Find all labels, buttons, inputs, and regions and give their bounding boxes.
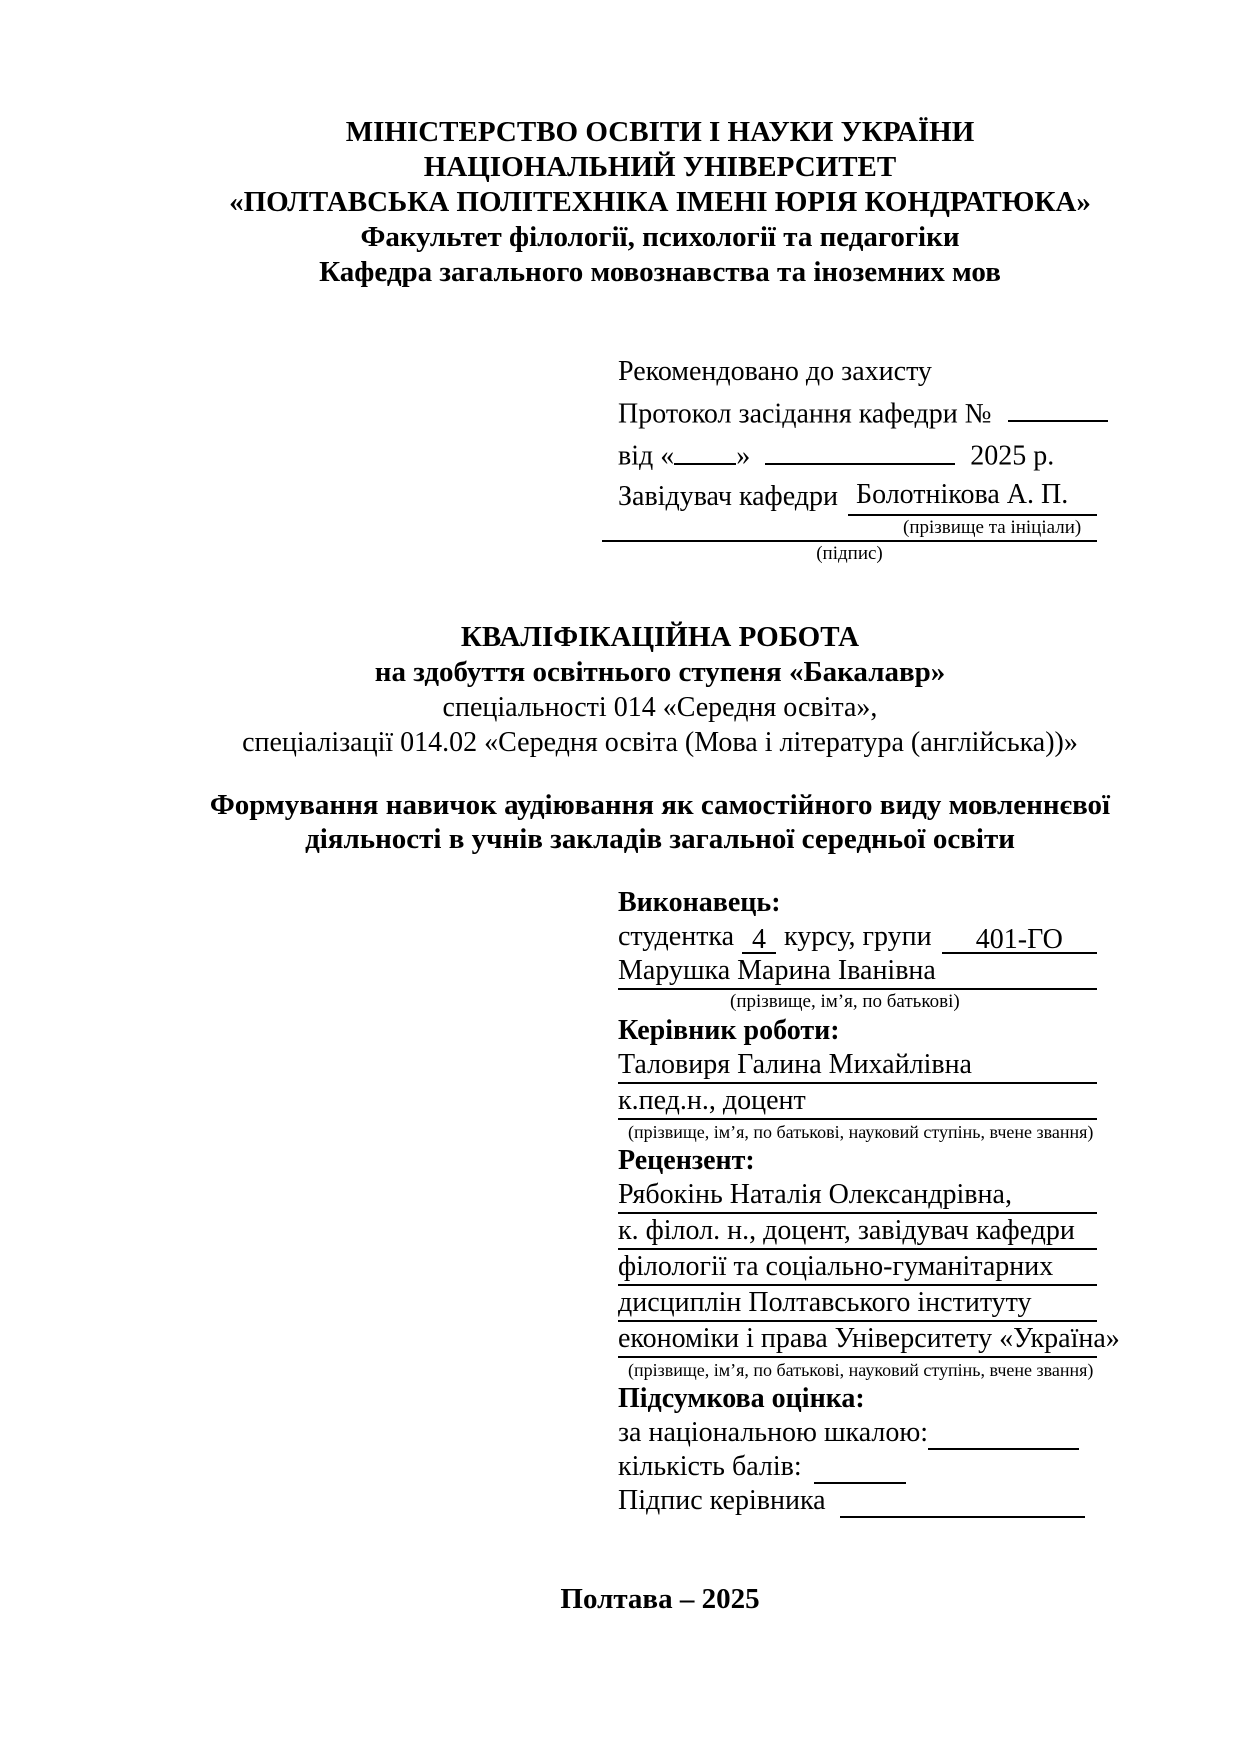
head-name: Болотнікова А. П. xyxy=(848,476,1097,516)
student-mid: курсу, групи xyxy=(784,921,932,952)
footer xyxy=(165,1582,1155,1616)
reviewer-line-5: економіки і права Університету «Україна» xyxy=(618,1322,1097,1358)
supervisor-label: Керівник роботи: xyxy=(618,1015,840,1046)
student-name-caption: (прізвище, ім’я, по батькові) xyxy=(730,991,960,1012)
head-label: Завідувач кафедри xyxy=(618,480,838,512)
date-year: 2025 р. xyxy=(970,440,1055,472)
supervisor-degree-line: к.пед.н., доцент xyxy=(618,1084,1097,1120)
date-prefix: від « xyxy=(618,440,675,472)
reviewer-line-1: Рябокінь Наталія Олександрівна, xyxy=(618,1178,1097,1214)
protocol-label: Протокол засідання кафедри № xyxy=(618,398,992,430)
grade-national-label: за національною шкалою: xyxy=(618,1417,929,1448)
ministry-line: МІНІСТЕРСТВО ОСВІТИ І НАУКИ УКРАЇНИ xyxy=(345,116,975,148)
reviewer-caption: (прізвище, ім’я, по батькові, науковий ступінь, вчене звання) xyxy=(628,1360,1094,1380)
date-line xyxy=(618,433,1097,475)
university-line: НАЦІОНАЛЬНИЙ УНІВЕРСИТЕТ xyxy=(423,151,897,183)
reviewer-label: Рецензент: xyxy=(618,1145,755,1176)
head-of-department-line xyxy=(618,476,1097,516)
grade-national-blank xyxy=(928,1419,1079,1450)
protocol-line xyxy=(618,391,1097,433)
department-line: Кафедра загального мовознавства та іноземних мов xyxy=(319,256,1001,288)
student-course-blank: 4 xyxy=(742,923,776,954)
reviewer-line-2: к. філол. н., доцент, завідувач кафедри xyxy=(618,1214,1097,1250)
degree-block xyxy=(165,620,1155,760)
qualification-work-title: КВАЛІФІКАЦІЙНА РОБОТА xyxy=(460,621,860,653)
executor-label: Виконавець: xyxy=(618,887,781,918)
supervisor-name-line: Таловиря Галина Михайлівна xyxy=(618,1048,1097,1084)
people-block xyxy=(618,886,1120,1518)
recommended-line: Рекомендовано до захисту xyxy=(618,356,932,387)
grade-points-line xyxy=(618,1450,1097,1484)
student-prefix: студентка xyxy=(618,921,735,952)
student-name-line: Марушка Марина Іванівна xyxy=(618,954,1097,990)
specialty-line: спеціальності 014 «Середня освіта», xyxy=(442,692,878,723)
date-day-blank xyxy=(674,433,736,464)
specialization-line: спеціалізації 014.02 «Середня освіта (Мова і література (англійська))» xyxy=(242,727,1078,758)
university-header xyxy=(165,115,1155,290)
thesis-title xyxy=(165,788,1155,856)
supervisor-signature-blank xyxy=(840,1487,1085,1518)
faculty-line: Факультет філології, психології та педагогіки xyxy=(360,221,960,253)
supervisor-signature-label: Підпис керівника xyxy=(618,1485,826,1516)
date-close-quote: » xyxy=(736,440,751,472)
university-name-line: «ПОЛТАВСЬКА ПОЛІТЕХНІКА ІМЕНІ ЮРІЯ КОНДРАТЮКА» xyxy=(229,186,1091,218)
thesis-title-line-2: діяльності в учнів закладів загальної середньої освіти xyxy=(305,823,1015,855)
city-year-line: Полтава – 2025 xyxy=(560,1583,760,1615)
approval-block xyxy=(618,353,1097,566)
thesis-title-line-1: Формування навичок аудіювання як самостійного виду мовленнєвої xyxy=(209,789,1111,821)
reviewer-line-3: філології та соціально-гуманітарних xyxy=(618,1250,1097,1286)
grade-points-label: кількість балів: xyxy=(618,1451,802,1482)
grade-national-line xyxy=(618,1416,1097,1450)
student-line xyxy=(618,920,1097,954)
head-name-caption: (прізвище та ініціали) xyxy=(903,516,1082,538)
grade-points-blank xyxy=(814,1453,906,1484)
final-grade-label: Підсумкова оцінка: xyxy=(618,1383,865,1414)
date-month-blank xyxy=(765,433,955,464)
protocol-number-blank xyxy=(1008,391,1108,422)
supervisor-signature-line xyxy=(618,1484,1097,1518)
degree-subtitle: на здобуття освітнього ступеня «Бакалавр» xyxy=(374,656,946,688)
reviewer-line-4: дисциплін Полтавського інституту xyxy=(618,1286,1097,1322)
student-group-blank: 401-ГО xyxy=(942,923,1097,954)
signature-caption: (підпис) xyxy=(816,542,883,564)
supervisor-caption: (прізвище, ім’я, по батькові, науковий ступінь, вчене звання) xyxy=(628,1122,1094,1142)
